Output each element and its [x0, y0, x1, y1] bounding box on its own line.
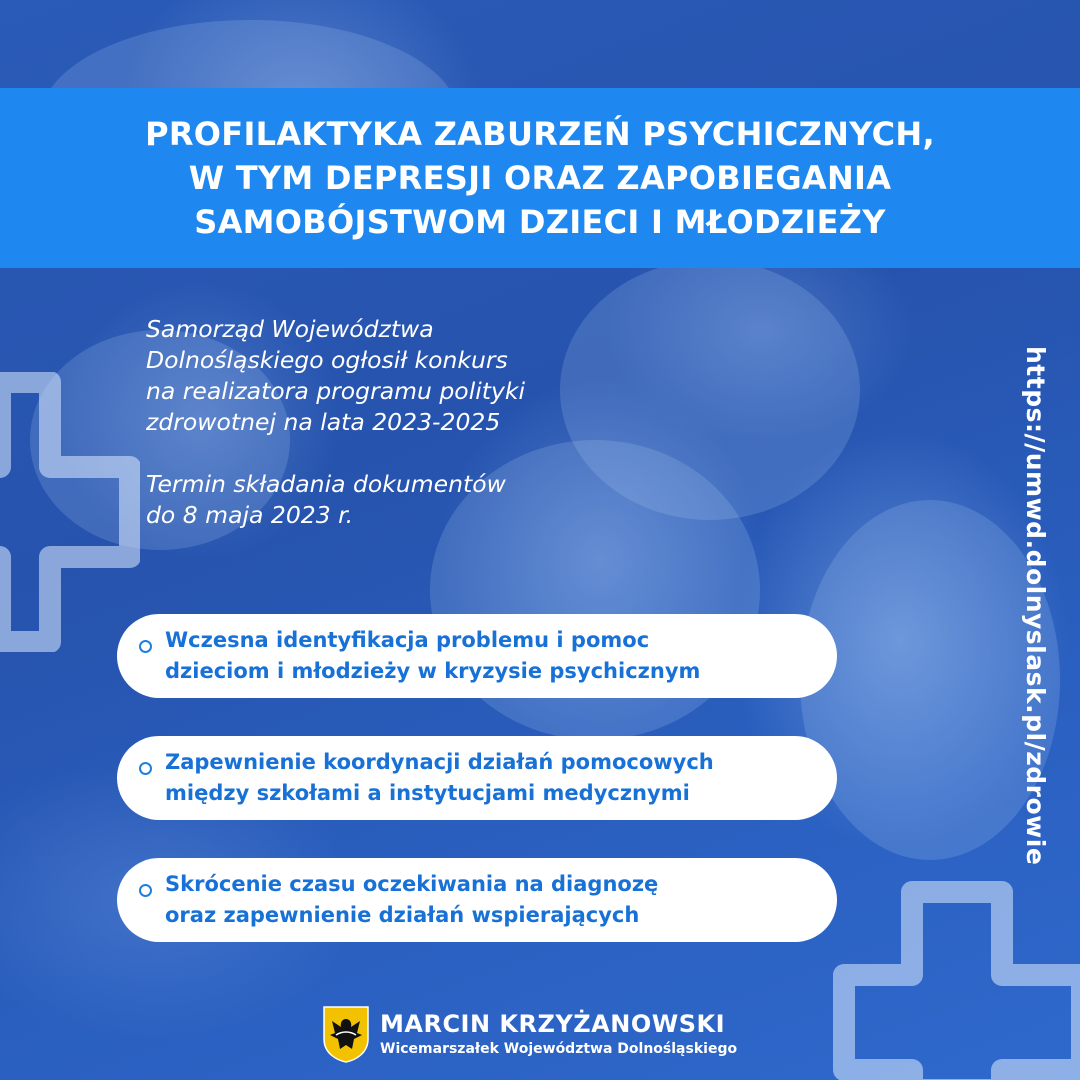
signature: [322, 1005, 737, 1063]
medical-cross-icon: [0, 372, 140, 652]
title-line: W TYM DEPRESJI ORAZ ZAPOBIEGANIA: [188, 159, 892, 197]
point-card: [117, 614, 837, 698]
point-line: dzieciom i młodzieży w kryzysie psychicznym: [165, 659, 701, 683]
medical-cross-icon: [832, 880, 1080, 1080]
title-banner: [0, 88, 1080, 268]
point-card: [117, 736, 837, 820]
deadline-line: Termin składania dokumentów: [146, 470, 506, 498]
point-line: Zapewnienie koordynacji działań pomocowych: [165, 750, 714, 774]
deadline-line: do 8 maja 2023 r.: [146, 501, 354, 529]
eagle-crest-icon: [322, 1005, 370, 1063]
point-line: między szkołami a instytucjami medycznymi: [165, 781, 690, 805]
website-url[interactable]: https://umwd.dolnyslask.pl/zdrowie: [1021, 346, 1050, 866]
signature-role: Wicemarszałek Województwa Dolnośląskiego: [380, 1041, 738, 1057]
intro-text: [146, 314, 666, 531]
intro-line: Dolnośląskiego ogłosił konkurs: [146, 346, 508, 374]
point-card: [117, 858, 837, 942]
point-line: Wczesna identyfikacja problemu i pomoc: [165, 628, 650, 652]
bullet-circle-icon: [139, 762, 152, 775]
title-line: SAMOBÓJSTWOM DZIECI I MŁODZIEŻY: [194, 203, 886, 241]
intro-line: na realizatora programu polityki: [146, 377, 526, 405]
point-line: oraz zapewnienie działań wspierających: [165, 903, 640, 927]
title-line: PROFILAKTYKA ZABURZEŃ PSYCHICZNYCH,: [145, 115, 935, 153]
signature-name: MARCIN KRZYŻANOWSKI: [380, 1010, 726, 1038]
bullet-circle-icon: [139, 884, 152, 897]
point-line: Skrócenie czasu oczekiwania na diagnozę: [165, 872, 659, 896]
bullet-circle-icon: [139, 640, 152, 653]
intro-line: Samorząd Województwa: [146, 315, 434, 343]
intro-line: zdrowotnej na lata 2023-2025: [146, 408, 501, 436]
